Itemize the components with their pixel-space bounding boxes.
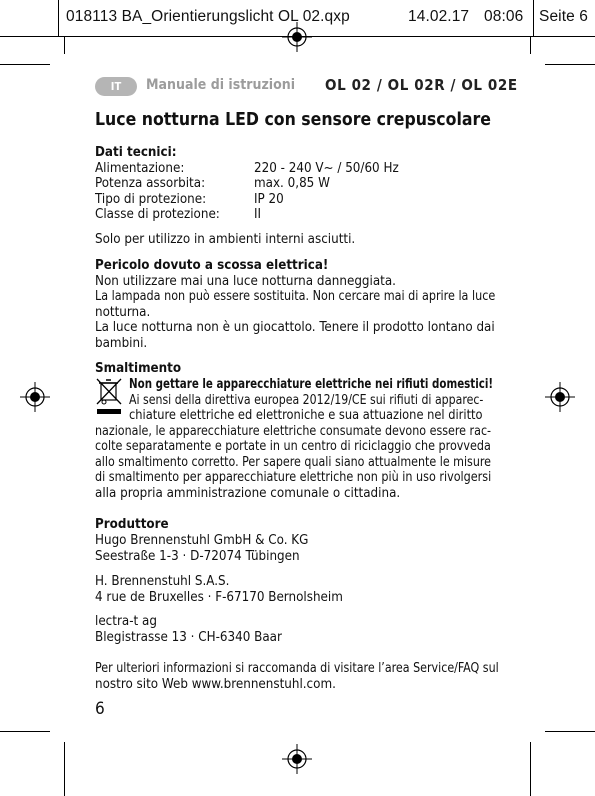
slug-date: 14.02.17 — [408, 8, 470, 25]
slug-time: 08:06 — [484, 8, 524, 25]
tech-data-section — [95, 145, 399, 223]
disposal-line: colte separatamente e portate in un centro di riciclaggio che provveda — [95, 439, 491, 454]
model-numbers: OL 02 / OL 02R / OL 02E — [325, 76, 518, 94]
disposal-indented-text — [129, 393, 483, 424]
spec-row — [95, 207, 262, 223]
producer-address — [95, 614, 282, 645]
tech-data-heading: Dati tecnici: — [95, 145, 177, 160]
spec-label: Potenza assorbita: — [95, 176, 206, 191]
spec-value: IP 20 — [254, 191, 284, 207]
registration-mark-icon — [282, 22, 312, 52]
danger-line: La luce notturna non è un giocattolo. Tenere il prodotto lontano dai — [95, 320, 495, 335]
danger-line: bambini. — [95, 335, 148, 351]
disposal-line: chiature elettriche ed elettroniche e sua attuazione nel diritto — [129, 408, 483, 423]
registration-mark-icon — [20, 382, 50, 412]
spec-value: max. 0,85 W — [254, 176, 330, 191]
language-badge: IT — [95, 77, 137, 96]
address-line: Seestraße 1-3 · D-72074 Tübingen — [95, 548, 300, 564]
disposal-line: allo smaltimento corretto. Per sapere quali siano attualmente le misure — [95, 454, 491, 470]
slug-divider-right — [533, 0, 534, 36]
spec-row — [95, 176, 330, 192]
address-line: H. Brennenstuhl S.A.S. — [95, 574, 230, 589]
address-line: lectra-t ag — [95, 614, 157, 629]
disposal-line: nazionale, le apparecchiature elettriche consumate devono essere rac- — [95, 423, 492, 439]
spec-row — [95, 160, 399, 177]
spec-label: Tipo di protezione: — [95, 191, 207, 207]
address-line: 4 rue de Bruxelles · F-67170 Bernolsheim — [95, 589, 343, 605]
slug-divider-left — [58, 0, 59, 36]
slug-page: Seite 6 — [539, 8, 588, 25]
crossed-out-wheelie-bin-icon — [95, 377, 124, 417]
danger-line: notturna. — [95, 304, 151, 320]
disposal-line: alla propria amministrazione comunale o cittadina. — [95, 485, 401, 501]
slug-filename: 018113 BA_Orientierungslicht OL 02.qxp — [66, 8, 350, 25]
danger-heading: Pericolo dovuto a scossa elettrica! — [95, 258, 329, 273]
page-number: 6 — [95, 699, 105, 719]
manual-label: Manuale di istruzioni — [146, 77, 296, 93]
spec-row — [95, 191, 284, 208]
spec-label: Classe di protezione: — [95, 207, 220, 222]
disposal-line: Ai sensi della direttiva europea 2012/19/CE sui rifiuti di apparec- — [129, 392, 484, 408]
registration-mark-icon — [282, 744, 312, 774]
spec-value: II — [254, 207, 262, 222]
disposal-line: di smaltimento per apparecchiature elettriche non più in uso rivolgersi — [95, 470, 492, 485]
producer-heading: Produttore — [95, 517, 169, 532]
indoor-note: Solo per utilizzo in ambienti interni asciutti. — [95, 232, 356, 247]
spec-label: Alimentazione: — [95, 160, 185, 176]
address-line: Hugo Brennenstuhl GmbH & Co. KG — [95, 533, 309, 548]
danger-line: Non utilizzare mai una luce notturna danneggiata. — [95, 273, 396, 289]
registration-mark-icon — [545, 382, 575, 412]
info-text — [95, 661, 499, 692]
info-line: Per ulteriori informazioni si raccomanda di visitare l’area Service/FAQ sul — [95, 661, 499, 676]
spec-value: 220 - 240 V~ / 50/60 Hz — [254, 160, 399, 176]
disposal-warning: Non gettare le apparecchiature elettriche nei rifiuti domestici! — [129, 377, 494, 392]
producer-address — [95, 574, 343, 605]
info-line: nostro sito Web www.brennenstuhl.com. — [95, 676, 336, 692]
address-line: Blegistrasse 13 · CH-6340 Baar — [95, 629, 282, 645]
producer-address — [95, 533, 308, 564]
danger-line: La lampada non può essere sostituita. Non cercare mai di aprire la luce — [95, 289, 496, 304]
page-title: Luce notturna LED con sensore crepuscolare — [95, 110, 491, 130]
danger-section — [95, 258, 495, 351]
disposal-text — [95, 424, 491, 502]
disposal-heading: Smaltimento — [95, 361, 182, 376]
